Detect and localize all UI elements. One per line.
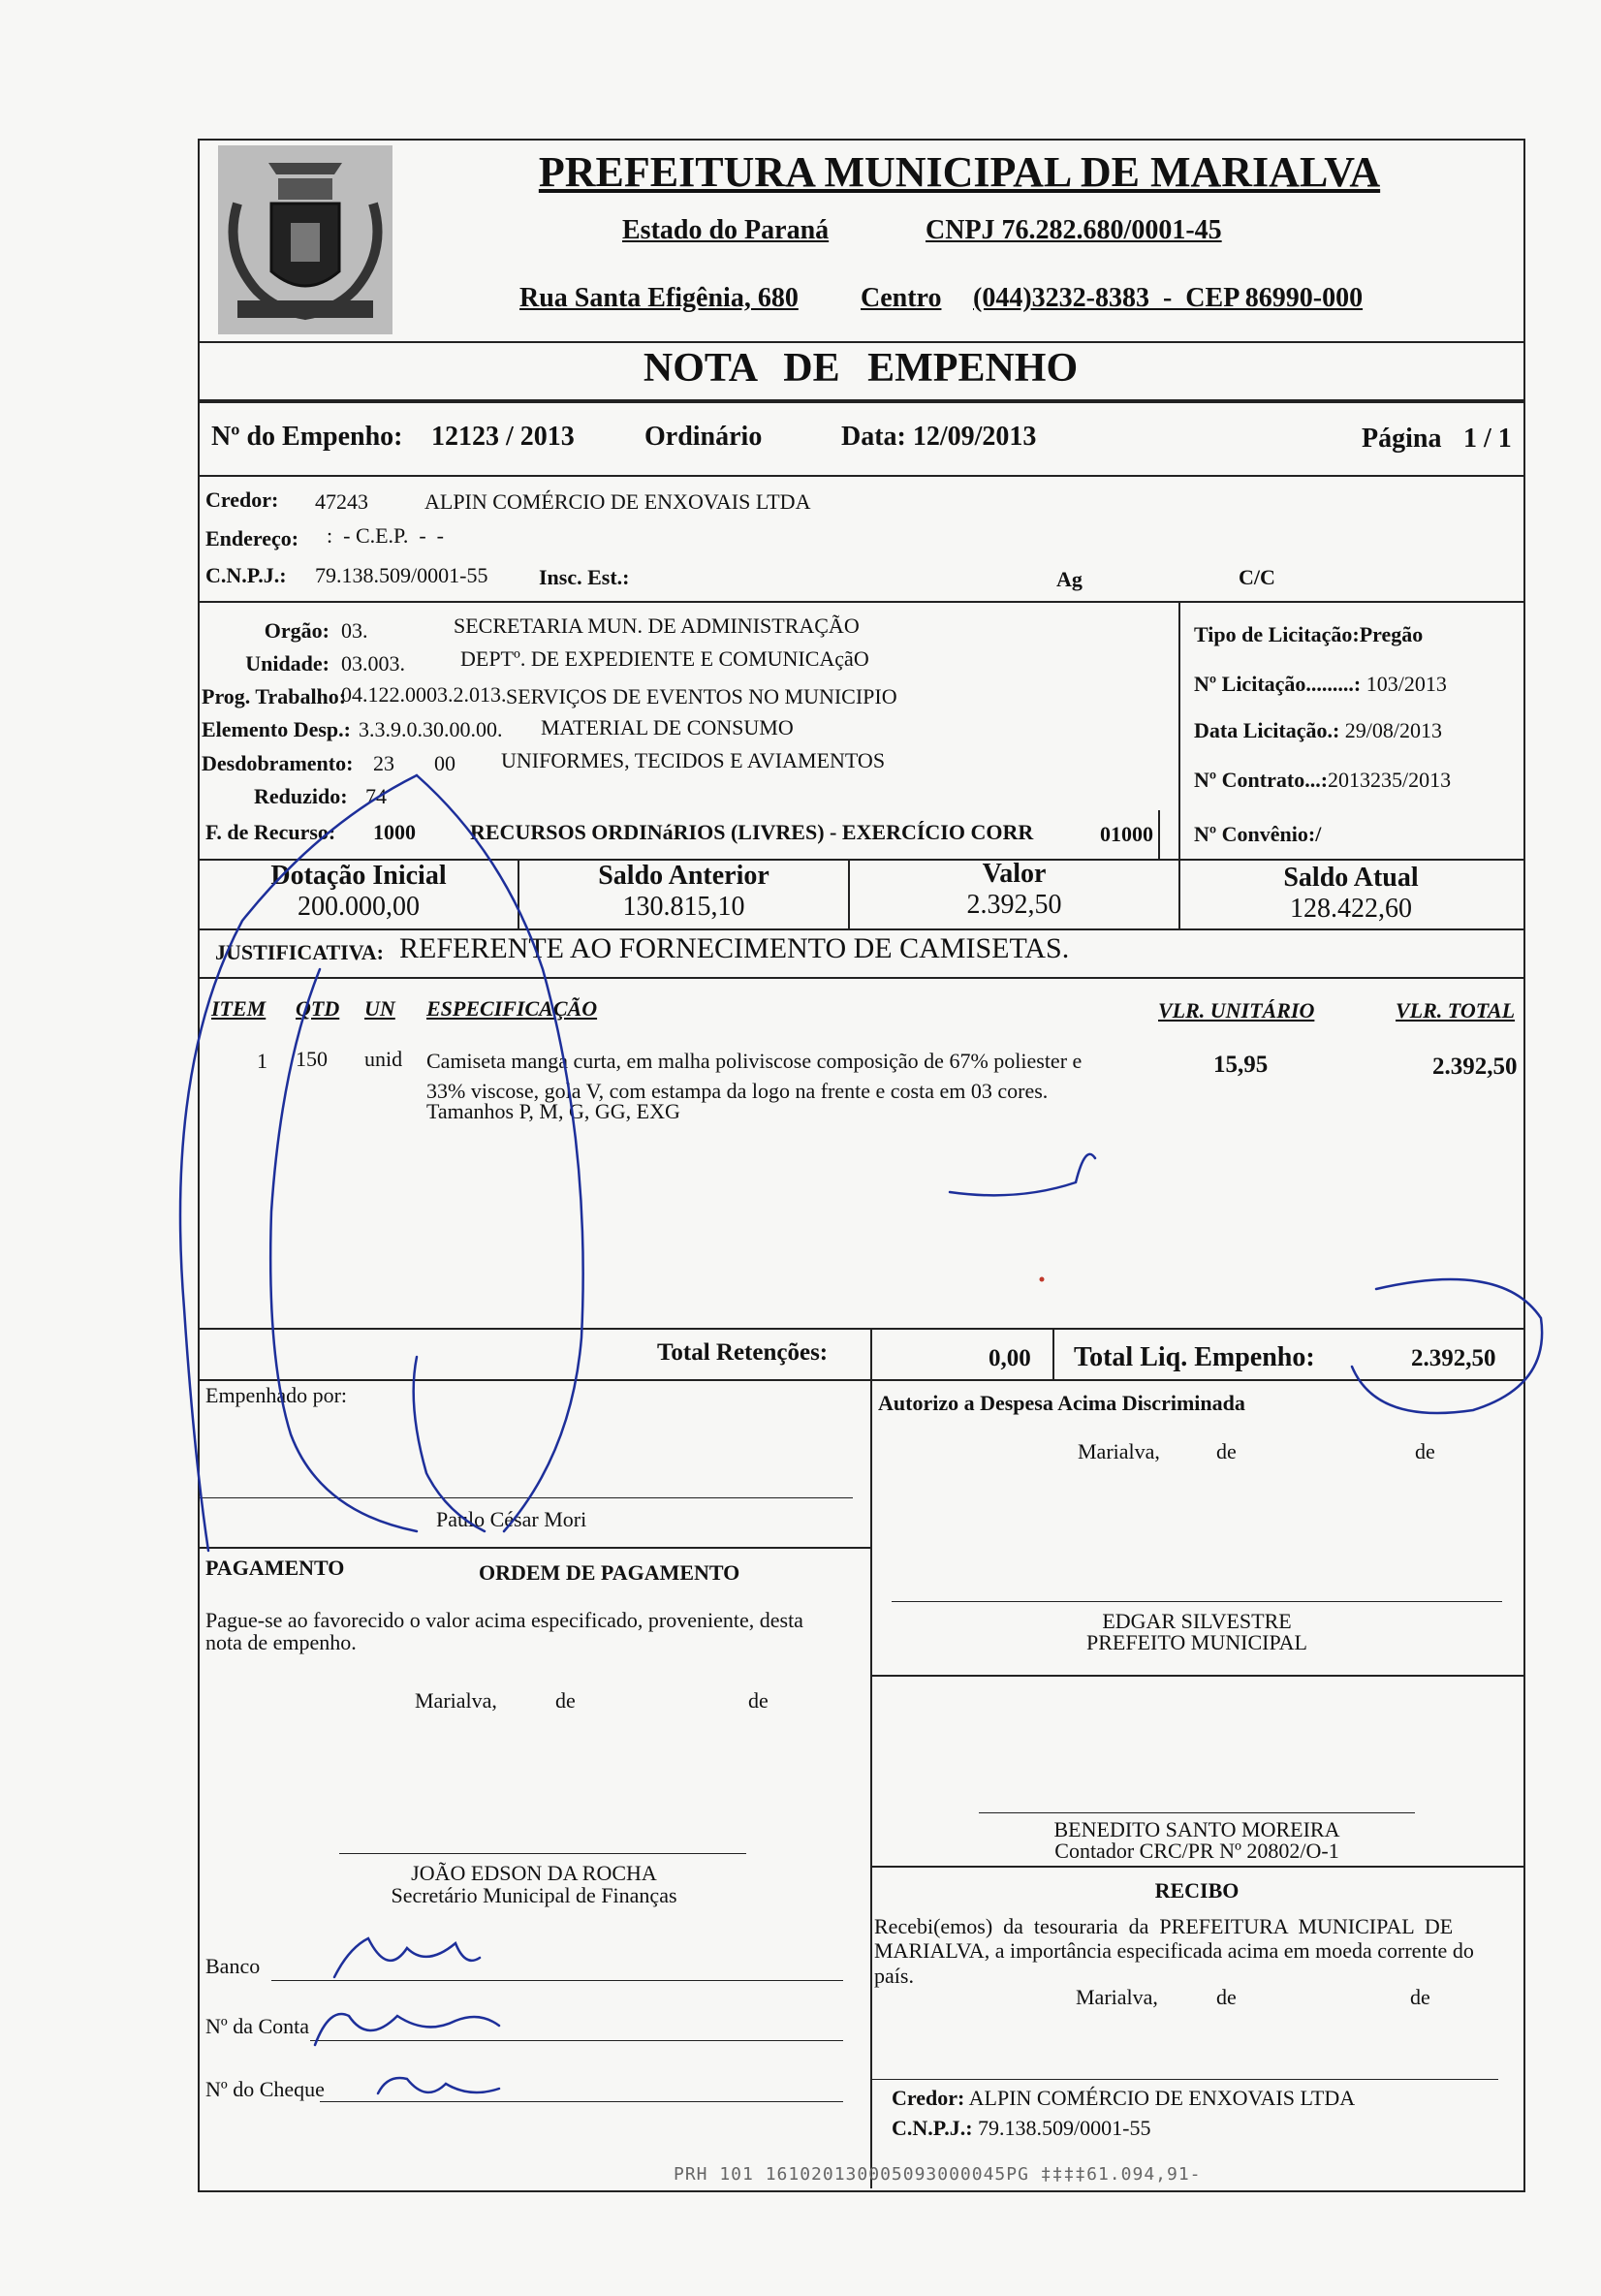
empenho-label: Nº do Empenho: bbox=[211, 422, 403, 452]
prefeito-role: PREFEITO MUNICIPAL bbox=[1086, 1630, 1307, 1654]
justificativa-label: JUSTIFICATIVA: bbox=[215, 940, 385, 964]
address-label: Endereço: bbox=[205, 526, 299, 550]
col-qtd: QTD bbox=[296, 996, 340, 1021]
pagamento-label: PAGAMENTO bbox=[205, 1556, 345, 1580]
desdob-code1: 23 bbox=[373, 751, 394, 775]
header-state: Estado do Paraná bbox=[622, 215, 830, 245]
retencoes-value: 0,00 bbox=[989, 1345, 1031, 1371]
col-vlr-total: VLR. TOTAL bbox=[1396, 998, 1516, 1022]
balance-saldo-atual-value: 128.422,60 bbox=[1290, 894, 1412, 924]
liq-empenho-value: 2.392,50 bbox=[1411, 1345, 1496, 1371]
reduzido-label: Reduzido: bbox=[254, 784, 348, 808]
item-desc-line1: Camiseta manga curta, em malha poliviscose composição de 67% poliester e bbox=[426, 1049, 1083, 1073]
credor-cnpj-label: C.N.P.J.: bbox=[205, 563, 287, 587]
desdob-code2: 00 bbox=[434, 751, 455, 775]
orgao-label: Orgão: bbox=[264, 618, 330, 643]
col-vlr-unit: VLR. UNITÁRIO bbox=[1158, 998, 1315, 1022]
recibo-cnpj: C.N.P.J.: 79.138.509/0001-55 bbox=[892, 2116, 1151, 2140]
liq-empenho-label: Total Liq. Empenho: bbox=[1074, 1342, 1315, 1372]
recurso-desc: RECURSOS ORDINáRIOS (LIVRES) - EXERCÍCIO CORR bbox=[470, 820, 1034, 844]
page-value: 1 / 1 bbox=[1463, 424, 1512, 454]
recurso-num: 01000 bbox=[1100, 822, 1153, 846]
pagamento-de2: de bbox=[748, 1688, 769, 1713]
credor-cnpj-value: 79.138.509/0001-55 bbox=[315, 563, 488, 587]
prog-label: Prog. Trabalho: bbox=[202, 684, 347, 708]
recibo-text3: país. bbox=[874, 1964, 914, 1988]
header-cnpj: CNPJ 76.282.680/0001-45 bbox=[926, 215, 1222, 245]
item-unit-value: 15,95 bbox=[1213, 1052, 1269, 1078]
elemento-desc: MATERIAL DE CONSUMO bbox=[541, 715, 794, 739]
balance-dotacao-label: Dotação Inicial bbox=[270, 861, 447, 891]
balance-valor-label: Valor bbox=[982, 859, 1047, 889]
recurso-label: F. de Recurso: bbox=[205, 820, 336, 844]
desdob-label: Desdobramento: bbox=[202, 751, 354, 775]
pagamento-city: Marialva, bbox=[415, 1688, 497, 1713]
doc-title: NOTA DE EMPENHO bbox=[643, 346, 1079, 391]
balance-saldo-atual-label: Saldo Atual bbox=[1283, 863, 1419, 893]
balance-valor-value: 2.392,50 bbox=[966, 890, 1062, 920]
recibo-title: RECIBO bbox=[1154, 1878, 1240, 1903]
page-label: Página bbox=[1362, 424, 1442, 454]
recibo-de2: de bbox=[1410, 1985, 1430, 2009]
col-un: UN bbox=[364, 996, 395, 1021]
reduzido-value: 74 bbox=[365, 784, 387, 808]
orgao-code: 03. bbox=[341, 618, 368, 643]
footer-code: PRH 101 161020130005093000045PG ‡‡‡‡61.094,91- bbox=[674, 2164, 1202, 2185]
coat-of-arms-seal bbox=[218, 145, 392, 334]
licitacao-data: Data Licitação.: 29/08/2013 bbox=[1194, 718, 1443, 742]
unidade-label: Unidade: bbox=[245, 651, 330, 676]
autorizo-de2: de bbox=[1415, 1439, 1435, 1463]
item-qtd: 150 bbox=[296, 1047, 328, 1071]
unidade-desc: DEPTº. DE EXPEDIENTE E COMUNICAçãO bbox=[460, 646, 869, 671]
empenho-type: Ordinário bbox=[644, 422, 763, 452]
licitacao-convenio: Nº Convênio:/ bbox=[1194, 822, 1322, 846]
recibo-city: Marialva, bbox=[1076, 1985, 1158, 2009]
empenho-number: 12123 / 2013 bbox=[431, 422, 575, 452]
header-title: PREFEITURA MUNICIPAL DE MARIALVA bbox=[538, 148, 1381, 196]
recibo-text2: MARIALVA, a importância especificada acima em moeda corrente do bbox=[874, 1938, 1474, 1963]
recibo-de1: de bbox=[1216, 1985, 1237, 2009]
prog-code: 04.122.0003.2.013. bbox=[341, 682, 507, 707]
secretario-name: JOÃO EDSON DA ROCHA bbox=[411, 1861, 657, 1885]
prog-desc: SERVIÇOS DE EVENTOS NO MUNICIPIO bbox=[506, 684, 897, 708]
cc-label: C/C bbox=[1239, 565, 1275, 589]
licitacao-numero: Nº Licitação.........: 103/2013 bbox=[1194, 672, 1447, 696]
pagamento-text2: nota de empenho. bbox=[205, 1630, 357, 1654]
ag-label: Ag bbox=[1056, 567, 1083, 591]
contador-name: BENEDITO SANTO MOREIRA bbox=[1053, 1817, 1340, 1841]
orgao-desc: SECRETARIA MUN. DE ADMINISTRAÇÃO bbox=[454, 613, 860, 638]
address-value: : - C.E.P. - - bbox=[327, 523, 444, 548]
credor-label: Credor: bbox=[205, 488, 279, 512]
header-street: Rua Santa Efigênia, 680 bbox=[519, 283, 799, 313]
insc-est-label: Insc. Est.: bbox=[539, 565, 630, 589]
pagamento-de1: de bbox=[555, 1688, 576, 1713]
unidade-code: 03.003. bbox=[341, 651, 405, 676]
balance-dotacao-value: 200.000,00 bbox=[298, 892, 420, 922]
autorizo-label: Autorizo a Despesa Acima Discriminada bbox=[878, 1391, 1245, 1415]
item-un: unid bbox=[364, 1047, 403, 1071]
header-phone-cep: (044)3232-8383 - CEP 86990-000 bbox=[973, 283, 1364, 313]
empenhado-signer: Paulo César Mori bbox=[436, 1507, 587, 1531]
desdob-desc: UNIFORMES, TECIDOS E AVIAMENTOS bbox=[501, 748, 886, 772]
prefeito-name: EDGAR SILVESTRE bbox=[1102, 1609, 1292, 1633]
conta-label: Nº da Conta bbox=[205, 2014, 310, 2038]
autorizo-city: Marialva, bbox=[1078, 1439, 1160, 1463]
autorizo-de1: de bbox=[1216, 1439, 1237, 1463]
elemento-label: Elemento Desp.: bbox=[202, 717, 351, 741]
banco-label: Banco bbox=[205, 1954, 261, 1978]
elemento-code: 3.3.9.0.30.00.00. bbox=[359, 717, 503, 741]
item-desc-line3: Tamanhos P, M, G, GG, EXG bbox=[426, 1099, 680, 1123]
balance-saldo-anterior-label: Saldo Anterior bbox=[598, 861, 769, 891]
item-number: 1 bbox=[257, 1049, 267, 1073]
credor-name: ALPIN COMÉRCIO DE ENXOVAIS LTDA bbox=[424, 489, 811, 514]
justificativa-text: REFERENTE AO FORNECIMENTO DE CAMISETAS. bbox=[399, 932, 1070, 964]
cheque-label: Nº do Cheque bbox=[205, 2077, 325, 2101]
balance-saldo-anterior-value: 130.815,10 bbox=[622, 892, 745, 922]
licitacao-contrato: Nº Contrato...:2013235/2013 bbox=[1194, 768, 1452, 792]
empenhado-label: Empenhado por: bbox=[205, 1383, 348, 1407]
recibo-text1: Recebi(emos) da tesouraria da PREFEITURA MUNICIPAL DE bbox=[874, 1914, 1454, 1938]
licitacao-tipo: Tipo de Licitação:Pregão bbox=[1194, 622, 1424, 646]
item-total-value: 2.392,50 bbox=[1432, 1054, 1518, 1080]
credor-code: 47243 bbox=[315, 489, 368, 514]
pagamento-text1: Pague-se ao favorecido o valor acima especificado, proveniente, desta bbox=[205, 1608, 803, 1632]
empenho-date: Data: 12/09/2013 bbox=[841, 422, 1037, 452]
item-desc-line2: 33% viscose, gola V, com estampa da logo na frente e costa em 03 cores. bbox=[426, 1079, 1049, 1103]
contador-role: Contador CRC/PR Nº 20802/O-1 bbox=[1054, 1839, 1339, 1863]
recurso-code: 1000 bbox=[373, 820, 416, 844]
header-district: Centro bbox=[861, 283, 942, 313]
retencoes-label: Total Retenções: bbox=[657, 1339, 829, 1366]
recibo-credor: Credor: ALPIN COMÉRCIO DE ENXOVAIS LTDA bbox=[892, 2086, 1356, 2110]
col-espec: ESPECIFICAÇÃO bbox=[426, 996, 598, 1021]
col-item: ITEM bbox=[211, 996, 267, 1021]
secretario-role: Secretário Municipal de Finanças bbox=[391, 1883, 677, 1907]
ordem-pagamento-label: ORDEM DE PAGAMENTO bbox=[479, 1560, 740, 1585]
